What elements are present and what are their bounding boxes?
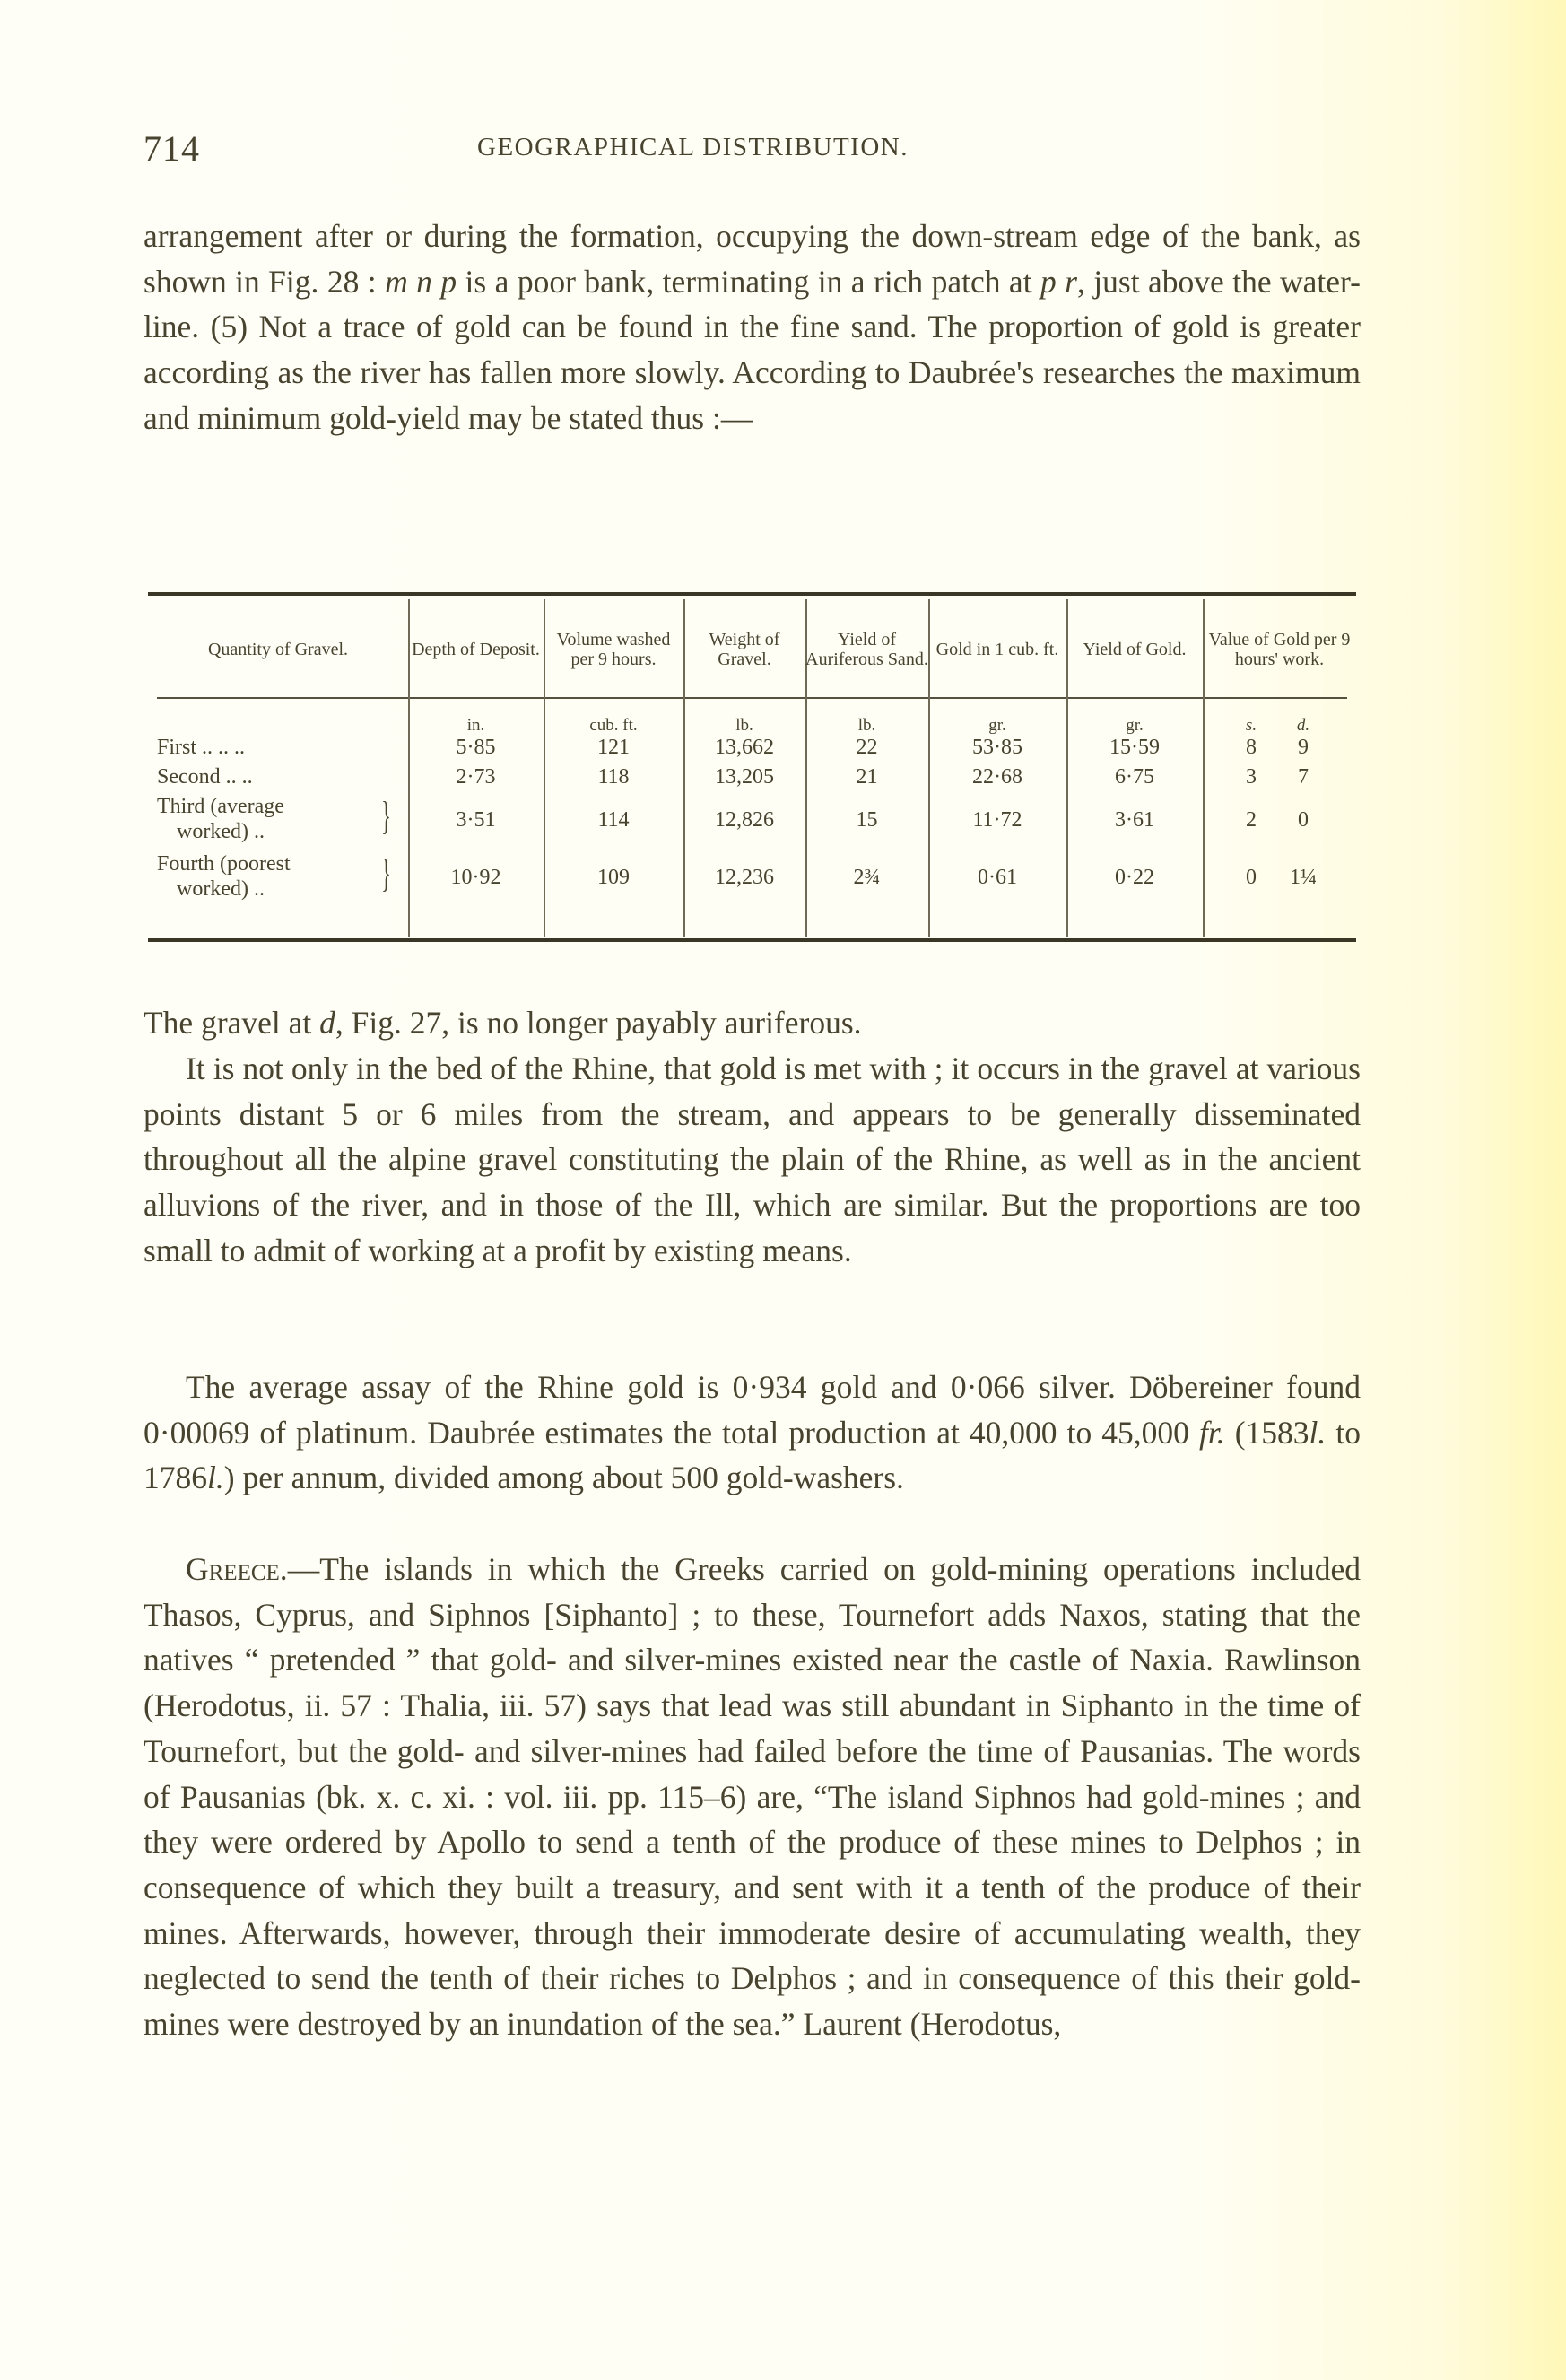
unit-label: in. (466, 716, 485, 735)
pence-cell: 7 (1298, 765, 1309, 789)
text-run: —The islands in which the Greeks carried on gold-mining operations included Thasos, Cyprus, and Siphnos [Siphanto] ; to these, Tournefort adds Naxos, stating that the natives “ pretended ” that gold- and silver-mines existed near the castle of Naxia. Rawlinson (Herodotus, ii. 57 : Thalia, iii. 57) says that lead was still abundant in Siphanto in the time of Tournefort, but the gold- and silver-mines had failed before the time of Pausanias. The words of Pausanias (bk. x. c. xi. : vol. iii. pp. 115–6) are, “The island Siphnos had gold-mines ; and they were ordered by Apollo to send a tenth of the produce of these mines to Delphos ; in consequence of which they built a treasury, and sent with it a tenth of the produce of their mines. Afterwards, however, through their immoderate desire of accumulating wealth, they neglected to send the tenth of their riches to Delphos ; and in consequence of this their gold-mines were destroyed by an inundation of the sea.” Laurent (Herodotus, (144, 1551, 1361, 2043)
gold-per-ft-cell: 11·72 (972, 808, 1022, 832)
figure-label: p r (1040, 263, 1077, 300)
unit-label: gr. (988, 716, 1006, 735)
row-label: Second .. .. (157, 765, 253, 789)
depth-cell: 2·73 (456, 765, 496, 789)
row-label: First .. .. .. (157, 736, 246, 759)
table-header-rule (157, 697, 1347, 699)
yield-cell: 3·61 (1115, 808, 1154, 832)
column-header-weight: Weight of Gravel. (709, 630, 780, 669)
paragraph-rhine-gold: It is not only in the bed of the Rhine, that gold is met with ; it occurs in the gravel at various points distant 5 or 6 miles from the stream, and appears to be generally disseminated throughout all the alpine gravel constituting the plain of the Rhine, as well as in the ancient alluvions of the river, and in those of the Ill, which are similar. But the proportions are too small to admit of working at a profit by existing means. (144, 1051, 1361, 1268)
pence-cell: 0 (1298, 808, 1309, 832)
gold-per-ft-cell: 22·68 (972, 765, 1022, 789)
yield-cell: 6·75 (1115, 765, 1154, 789)
pence-cell: 1¼ (1290, 866, 1317, 889)
column-header-gold-per-ft: Gold in 1 cub. ft. (935, 640, 1059, 659)
page-header (144, 127, 1361, 172)
column-header-value: Value of Gold per 9 hours' work. (1208, 630, 1351, 669)
column-header-sand: Yield of Auriferous Sand. (805, 630, 928, 669)
volume-cell: 118 (597, 765, 630, 789)
weight-cell: 12,236 (715, 866, 774, 889)
text-run: , Fig. 27, is no longer payably auriferous. (335, 1005, 862, 1041)
yield-cell: 0·22 (1115, 866, 1154, 889)
volume-cell: 114 (597, 808, 630, 832)
text-run: to 1786 (144, 1414, 1361, 1496)
sand-cell: 2¾ (853, 866, 881, 889)
unit-label: cub. ft. (589, 716, 638, 735)
depth-cell: 3·51 (456, 808, 496, 832)
volume-cell: 109 (597, 866, 630, 889)
pence-cell: 9 (1298, 736, 1309, 759)
shillings-cell: 3 (1246, 765, 1257, 789)
weight-cell: 12,826 (715, 808, 774, 832)
text-run: arrangement after or during the formation, occupying the down-stream edge of the bank, as shown in Fig. 28 : (144, 218, 1361, 300)
text-run: The average assay of the Rhine gold is 0·934 gold and 0·066 silver. Döbereiner found 0·00069 of platinum. Daubrée estimates the total production at 40,000 to 45,000 (144, 1369, 1361, 1451)
depth-cell: 10·92 (450, 866, 501, 889)
currency-abbrev: l. (1309, 1414, 1327, 1451)
weight-cell: 13,662 (715, 736, 774, 759)
running-title: GEOGRAPHICAL DISTRIBUTION. (477, 133, 909, 161)
unit-label: s. (1245, 716, 1257, 735)
shillings-cell: 2 (1246, 808, 1257, 832)
unit-label: lb. (857, 716, 876, 735)
unit-label: d. (1296, 716, 1310, 735)
figure-label: d (319, 1005, 335, 1041)
text-run: is a poor bank, terminating in a rich patch at (457, 263, 1040, 300)
brace-icon: } (381, 794, 391, 838)
unit-label: lb. (735, 716, 753, 735)
text-run: The gravel at (144, 1005, 320, 1041)
section-heading-greece: Greece. (186, 1551, 288, 1587)
text-run: (1583 (1224, 1414, 1309, 1451)
sand-cell: 21 (856, 765, 878, 789)
paragraph-assay (144, 1364, 1361, 1501)
gold-per-ft-cell: 53·85 (972, 736, 1022, 759)
figure-label: m n p (385, 263, 457, 300)
table-bottom-rule (148, 938, 1356, 942)
volume-cell: 121 (597, 736, 630, 759)
gold-per-ft-cell: 0·61 (978, 866, 1017, 889)
weight-cell: 13,205 (715, 765, 774, 789)
column-header-volume: Volume washed per 9 hours. (556, 630, 671, 669)
shillings-cell: 8 (1246, 736, 1257, 759)
sand-cell: 15 (856, 808, 878, 832)
text-run: , just above the water-line. (5) Not a trace of gold can be found in the fine sand. The proportion of gold is greater according as the river has fallen more slowly. According to Daubrée's researches the maximum and minimum gold-yield may be stated thus :— (144, 263, 1361, 436)
currency-abbrev: l. (207, 1460, 224, 1496)
currency-abbrev: fr. (1199, 1414, 1225, 1451)
depth-cell: 5·85 (456, 736, 496, 759)
shillings-cell: 0 (1246, 866, 1257, 889)
gold-yield-table (148, 592, 1356, 942)
column-header-yield: Yield of Gold. (1083, 640, 1187, 659)
text-run: ) per annum, divided among about 500 gold-washers. (223, 1460, 904, 1496)
row-label-continued: worked) .. (177, 877, 265, 901)
unit-label: gr. (1126, 716, 1144, 735)
row-label-continued: worked) .. (177, 820, 265, 843)
row-label: Fourth (poorest (157, 852, 291, 876)
column-header-quantity: Quantity of Gravel. (207, 640, 349, 659)
paragraph-gold-arrangement (144, 214, 1361, 441)
sand-cell: 22 (856, 736, 878, 759)
yield-cell: 15·59 (1109, 736, 1160, 759)
row-label: Third (average (157, 795, 284, 818)
page-number: 714 (144, 128, 200, 169)
paragraph-gravel-fig27 (144, 1000, 1361, 1046)
brace-icon: } (381, 851, 391, 895)
table-top-rule (148, 592, 1356, 596)
column-header-depth: Depth of Deposit. (412, 640, 540, 659)
paragraph-greece (144, 1547, 1361, 2047)
